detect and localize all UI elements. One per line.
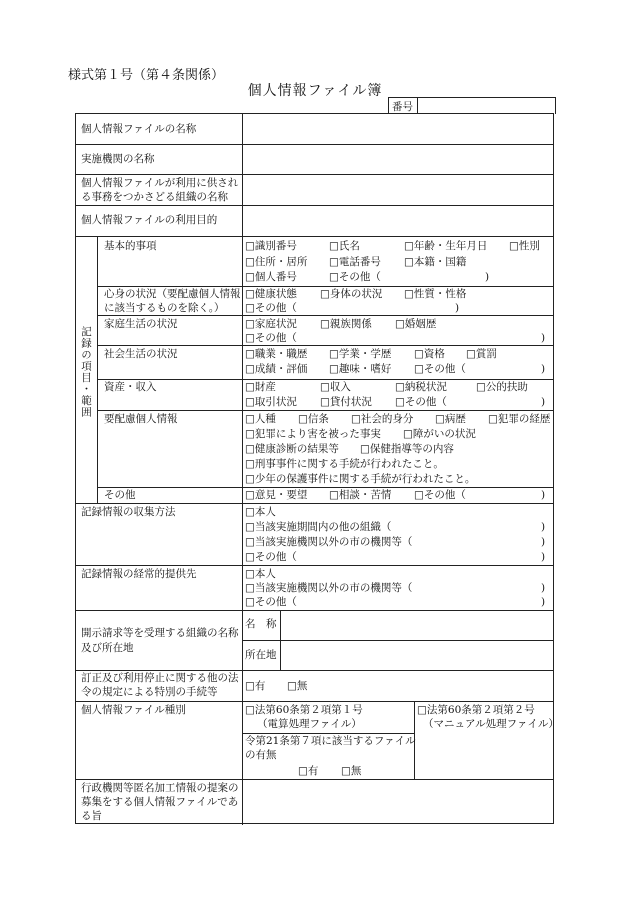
basic-items-label: 基本的事項 [104, 240, 157, 252]
file-type-label: 個人情報ファイル種別 [81, 704, 186, 716]
ordinance-file-label-line1: 令第21条第７項に該当するファイル [245, 735, 416, 747]
checkbox-collection-other[interactable]: □その他（ [245, 551, 297, 563]
collection-other-close: ) [541, 551, 546, 563]
checkbox-crime-victim[interactable]: □犯罪により害を被った事実 [245, 428, 381, 440]
exception-label-line2: 令の規定による特別の手続等 [81, 686, 218, 698]
number-box [388, 97, 556, 114]
checkbox-address[interactable]: □住所・居所 [245, 256, 308, 268]
checkbox-rewards-punishments[interactable]: □賞罰 [466, 348, 497, 360]
agency-name-label: 実施機関の名称 [81, 153, 155, 165]
checkbox-health[interactable]: □健康状態 [245, 288, 297, 300]
org-address-label: 所在地 [245, 649, 277, 661]
checkbox-race[interactable]: □人種 [245, 413, 276, 425]
file-name-label: 個人情報ファイルの名称 [81, 123, 197, 135]
checkbox-other-items-other[interactable]: □その他（ [414, 489, 466, 501]
checkbox-juvenile-procedure[interactable]: □少年の保護事件に関する手続が行われたこと。 [245, 473, 476, 485]
org-name-label: 名 称 [245, 618, 277, 630]
checkbox-marriage[interactable]: □婚姻歴 [395, 318, 437, 330]
assets-income-label: 資産・収入 [104, 381, 157, 393]
checkbox-mental-other[interactable]: □その他（ [245, 302, 297, 314]
basic-other-close: ) [485, 271, 490, 283]
checkbox-collection-city-agency[interactable]: □当該実施機関以外の市の機関等（ [245, 536, 413, 548]
checkbox-tax[interactable]: □納税状況 [395, 381, 447, 393]
checkbox-assets-other[interactable]: □その他（ [395, 396, 447, 408]
checkbox-body[interactable]: □身体の状況 [320, 288, 383, 300]
checkbox-ordinance-yes[interactable]: □有 [298, 765, 319, 777]
checkbox-consultation[interactable]: □相談・苦情 [329, 489, 392, 501]
collection-method-label: 記録情報の収集方法 [81, 506, 176, 518]
document-title: 個人情報ファイル簿 [247, 83, 383, 99]
checkbox-opinion[interactable]: □意見・要望 [245, 489, 308, 501]
checkbox-character[interactable]: □性質・性格 [404, 288, 467, 300]
record-items-group-label: 記録の項目・範囲 [80, 326, 92, 418]
other-items-close: ) [541, 489, 546, 501]
checkbox-provision-other[interactable]: □その他（ [245, 596, 297, 608]
provision-city-close: ) [541, 582, 546, 594]
checkbox-creed[interactable]: □信条 [298, 413, 329, 425]
mental-physical-label-line1: 心身の状況（要配慮個人情報 [104, 288, 241, 300]
checkbox-income[interactable]: □収入 [320, 381, 351, 393]
provision-label: 記録情報の経常的提供先 [81, 568, 197, 580]
checkbox-social-status[interactable]: □社会的身分 [351, 413, 414, 425]
checkbox-education[interactable]: □学業・学歴 [329, 348, 392, 360]
social-other-close: ) [541, 363, 546, 375]
checkbox-name[interactable]: □氏名 [329, 240, 360, 252]
checkbox-sex[interactable]: □性別 [509, 240, 540, 252]
anon-label-line3: る旨 [81, 810, 102, 822]
number-label: 番号 [392, 101, 413, 113]
checkbox-qualification[interactable]: □資格 [414, 348, 445, 360]
sensitive-info-label: 要配慮個人情報 [104, 413, 178, 425]
ordinance-file-label-line2: の有無 [245, 749, 277, 761]
anon-label-line2: 募集をする個人情報ファイルであ [81, 796, 239, 808]
checkbox-criminal-record[interactable]: □犯罪の経歴 [488, 413, 551, 425]
checkbox-public-assistance[interactable]: □公的扶助 [476, 381, 528, 393]
checkbox-loans[interactable]: □貸付状況 [320, 396, 372, 408]
social-life-label: 社会生活の状況 [104, 348, 178, 360]
collection-city-close: ) [541, 536, 546, 548]
checkbox-domicile-nationality[interactable]: □本籍・国籍 [404, 256, 467, 268]
checkbox-hobbies[interactable]: □趣味・嗜好 [329, 363, 392, 375]
checkbox-phone[interactable]: □電話番号 [329, 256, 381, 268]
checkbox-relatives[interactable]: □親族関係 [320, 318, 372, 330]
checkbox-occupation[interactable]: □職業・職歴 [245, 348, 308, 360]
disclosure-label-line2: 及び所在地 [81, 642, 134, 654]
checkbox-basic-other[interactable]: □その他（ [329, 271, 381, 283]
assets-other-close: ) [541, 396, 546, 408]
personal-info-file-register-form [75, 113, 559, 824]
checkbox-social-other[interactable]: □その他（ [414, 363, 466, 375]
provision-other-close: ) [541, 596, 546, 608]
checkbox-grades[interactable]: □成績・評価 [245, 363, 308, 375]
checkbox-manual-file[interactable]: □法第60条第２項第２号 [417, 704, 535, 716]
checkbox-collection-internal[interactable]: □当該実施期間内の他の組織（ [245, 521, 392, 533]
checkbox-disability[interactable]: □障がいの状況 [403, 428, 476, 440]
checkbox-provision-self[interactable]: □本人 [245, 568, 276, 580]
checkbox-provision-city-agency[interactable]: □当該実施機関以外の市の機関等（ [245, 582, 413, 594]
checkbox-transactions[interactable]: □取引状況 [245, 396, 297, 408]
anon-label-line1: 行政機関等匿名加工情報の提案の [81, 782, 239, 794]
checkbox-criminal-procedure[interactable]: □刑事事件に関する手続が行われたこと。 [245, 458, 444, 470]
organization-label-line1: 個人情報ファイルが利用に供され [81, 177, 239, 189]
checkbox-family-other[interactable]: □その他（ [245, 332, 297, 344]
organization-label-line2: る事務をつかさどる組織の名称 [81, 191, 228, 203]
collection-internal-close: ) [541, 521, 546, 533]
other-items-label: その他 [104, 489, 136, 501]
family-other-close: ) [541, 332, 546, 344]
checkbox-medical-history[interactable]: □病歴 [435, 413, 466, 425]
checkbox-exception-no[interactable]: □無 [287, 680, 308, 692]
form-number-label: 様式第１号（第４条関係） [68, 68, 225, 83]
mental-physical-label-line2: に該当するものを除く。） [104, 302, 225, 314]
manual-file-note: （マニュアル処理ファイル） [423, 718, 559, 730]
purpose-label: 個人情報ファイルの利用目的 [81, 214, 218, 226]
exception-label-line1: 訂正及び利用停止に関する他の法 [81, 672, 239, 684]
checkbox-age-birthdate[interactable]: □年齢・生年月日 [404, 240, 488, 252]
checkbox-id-number[interactable]: □識別番号 [245, 240, 297, 252]
checkbox-health-checkup[interactable]: □健康診断の結果等 [245, 443, 339, 455]
disclosure-label-line1: 開示請求等を受理する組織の名称 [81, 627, 239, 639]
family-life-label: 家庭生活の状況 [104, 318, 178, 330]
checkbox-exception-yes[interactable]: □有 [245, 680, 266, 692]
checkbox-property[interactable]: □財産 [245, 381, 276, 393]
computer-file-note: （電算処理ファイル） [257, 718, 362, 730]
checkbox-family-status[interactable]: □家庭状況 [245, 318, 297, 330]
checkbox-ordinance-no[interactable]: □無 [341, 765, 362, 777]
checkbox-health-guidance[interactable]: □保健指導等の内容 [360, 443, 454, 455]
mental-other-close: ) [455, 302, 460, 314]
checkbox-my-number[interactable]: □個人番号 [245, 271, 297, 283]
checkbox-computer-file[interactable]: □法第60条第２項第１号 [245, 704, 363, 716]
checkbox-collection-self[interactable]: □本人 [245, 506, 276, 518]
